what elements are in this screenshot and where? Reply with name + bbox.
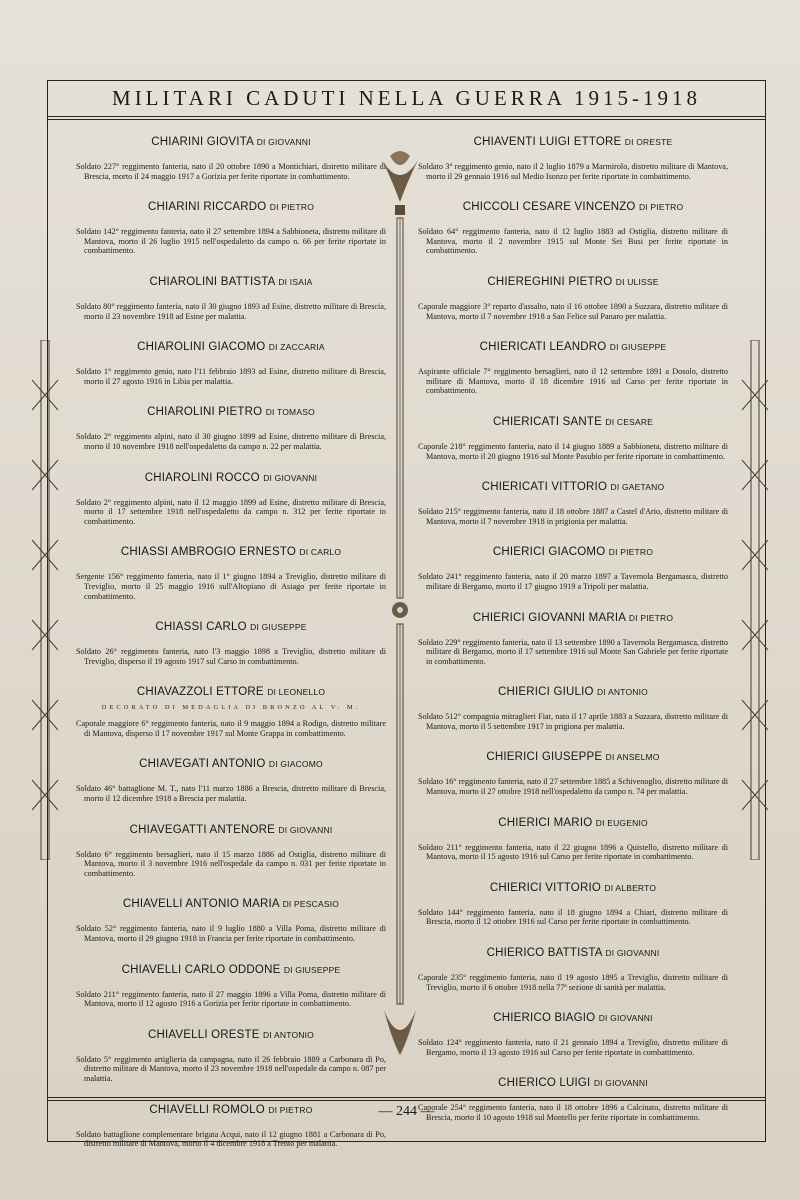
record-entry [418,686,728,731]
record-name [418,341,728,353]
record-entry [76,341,386,386]
record-surname: CHIASSI CARLO [155,621,251,634]
record-name [76,686,386,698]
record-spacer [76,181,386,201]
record-father: DI PIETRO [608,547,654,558]
right-column [418,136,728,1123]
record-text: Soldato 26° reggimento fanteria, nato l'3 maggio 1898 a Treviglio, distretto militare di Treviglio, disperso il 19 agosto 1917 sul Carso in combattimento. [76,647,386,666]
record-text: Soldato 215° reggimento fanteria, nato il 18 ottobre 1887 a Castel d'Ario, distretto militare di Mantova, morto il 7 novembre 1918 in prigionia per malattia. [418,507,728,526]
record-spacer [418,797,728,817]
record-entry [418,1012,728,1057]
record-father: DI ANSELMO [605,752,660,763]
record-spacer [418,1057,728,1077]
record-surname: CHIAVENTI LUIGI ETTORE [473,136,625,148]
record-name [76,758,386,770]
record-name [418,686,728,698]
record-text: Soldato 2° reggimento alpini, nato il 12 maggio 1899 ad Esine, distretto militare di Brescia, morto il 17 settembre 1918 nell'ospedaletto da campo n. 312 per ferite riportate in combattimento. [76,497,386,526]
record-surname: CHIAVELLI ORESTE [148,1028,264,1041]
record-father: DI PIETRO [628,612,674,623]
record-entry [76,758,386,803]
record-surname: CHIERICATI LEANDRO [479,341,610,354]
record-entry [418,882,728,927]
record-surname: CHIERICO LUIGI [498,1077,594,1090]
record-name [76,472,386,484]
record-entry [418,416,728,461]
record-spacer [418,592,728,612]
record-name [76,546,386,558]
page-title: MILITARI CADUTI NELLA GUERRA 1915-1918 [112,86,701,110]
record-spacer [418,992,728,1012]
record-father: DI LEONELLO [267,687,326,698]
header-rule [47,116,766,117]
record-entry [76,824,386,879]
record-entry [418,612,728,667]
record-father: DI ALBERTO [604,882,657,893]
record-surname: CHIAROLINI PIETRO [147,406,266,419]
record-spacer [418,396,728,416]
record-father: DI PIETRO [269,202,315,213]
record-entry [418,751,728,796]
record-father: DI ANTONIO [597,687,648,698]
record-spacer [418,256,728,276]
record-text: Soldato 5° reggimento artiglieria da campagna, nato il 26 febbraio 1889 a Carbonara di Po, distretto militare di Mantova, morto il 23 novembre 1918 nell'ospedale da campo n. 087 per malattia. [76,1054,386,1083]
record-text: Caporale maggiore 6° reggimento fanteria, nato il 9 maggio 1894 a Rodigo, distretto militare di Mantova, disperso il 17 novembre 1917 sul Monte Grappa in combattimento. [76,719,386,738]
record-text: Soldato 229° reggimento fanteria, nato il 13 settembre 1890 a Tavernola Bergamasca, distretto militare di Bergamo, morto il 17 settembre 1916 sul Monte San Gabriele per ferite riportate in combattimento. [418,637,728,666]
record-text: Soldato 227° reggimento fanteria, nato il 20 ottobre 1890 a Montichiari, distretto militare di Brescia, morto il 24 maggio 1917 a Gorizia per ferite riportate in combattimento. [76,162,386,181]
record-text: Caporale 218° reggimento fanteria, nato il 14 giugno 1889 a Sabbioneta, distretto militare di Mantova, morto il 20 giugno 1916 sul Monte Pasubio per ferite riportate in combattimento. [418,441,728,461]
record-text: Soldato 16° reggimento fanteria, nato il 27 settembre 1885 a Schivenoglio, distretto militare di Mantova, morto il 27 ottobre 1918 nell'ospedaletto da campo n. 74 per malattia. [418,777,729,797]
record-surname: CHIEREGHINI PIETRO [487,275,616,288]
left-column [76,136,386,1149]
record-entry [76,1029,386,1084]
record-spacer [76,526,386,546]
record-name [76,824,386,836]
record-father: DI GAETANO [610,482,665,493]
record-entry [76,472,386,527]
record-spacer [418,526,728,546]
record-text: Soldato 80° reggimento fanteria, nato il 30 giugno 1893 ad Esine, distretto militare di Brescia, morto il 23 novembre 1918 ad Esine per malattia. [76,301,386,321]
record-entry [76,201,386,256]
record-spacer [76,452,386,472]
record-name [418,546,728,558]
record-name [418,751,728,763]
record-name [76,341,386,353]
record-text: Soldato battaglione complementare brigata Acqui, nato il 12 giugno 1881 a Carbonara di Po, distretto militare di Mantova, morto il 4 dicembre 1918 a Trento per malattia. [76,1129,386,1149]
record-entry [76,964,386,1009]
record-name [76,136,386,148]
record-father: DI ZACCARIA [268,342,325,353]
record-surname: CHIERICI GIOVANNI MARIA [472,611,629,624]
record-spacer [76,1009,386,1029]
record-name [76,621,386,633]
record-text: Aspirante ufficiale 7° reggimento bersaglieri, nato il 12 settembre 1891 a Dosolo, distretto militare di Mantova, morto il 18 dicembre 1916 sul Carso per ferite riportate in combattimento. [418,367,728,396]
record-entry [76,621,386,666]
record-name [76,406,386,418]
record-spacer [76,804,386,824]
record-decoration: DECORATO DI MEDAGLIA DI BRONZO AL V. M. [101,704,361,712]
record-name [418,612,728,624]
record-text: Soldato 124° reggimento fanteria, nato il 21 gennaio 1894 a Treviglio, distretto militare di Bergamo, morto il 13 agosto 1916 sul Carso per ferite riportate in combattimento. [418,1038,728,1057]
record-entry [76,406,386,451]
record-surname: CHIAVELLI CARLO ODDONE [121,963,284,976]
record-entry [418,546,728,591]
record-name [418,416,728,428]
record-text: Sergente 156° reggimento fanteria, nato il 1° giugno 1894 a Treviglio, distretto militare di Treviglio, morto il 25 maggio 1916 sull'Altopiano di Asiago per ferite riportate in combattimento. [76,572,386,601]
record-surname: CHIERICATI SANTE [492,415,606,428]
record-surname: CHIERICI GIUSEPPE [486,751,606,764]
record-text: Soldato 64° reggimento fanteria, nato il 12 luglio 1883 ad Ostiglia, distretto militare di Mantova, morto il 2 novembre 1915 sul Monte Sei Busi per ferite riportate in combattimento. [418,227,728,256]
record-name [418,1012,728,1024]
record-spacer [418,461,728,481]
fasces-ornament-left-icon [30,340,60,860]
record-spacer [76,1084,386,1104]
record-father: DI GIUSEPPE [250,622,307,633]
record-father: DI EUGENIO [595,817,648,828]
record-text: Soldato 241° reggimento fanteria, nato il 20 marzo 1897 a Tavernola Bergamasca, distretto militare di Bergamo, morto il 17 giugno 1919 a Tripoli per malattia. [418,572,728,591]
record-name [418,276,728,288]
record-entry [76,136,386,181]
record-entry [418,276,728,321]
record-name [418,817,728,829]
record-spacer [76,944,386,964]
record-spacer [418,862,728,882]
record-text: Soldato 46° battaglione M. T., nato l'11 marzo 1886 a Brescia, distretto militare di Brescia, morto il 12 dicembre 1918 a Brescia per malattia. [76,784,386,804]
record-entry [76,546,386,601]
record-surname: CHIERICI MARIO [498,816,596,829]
record-text: Caporale maggiore 3° reparto d'assalto, nato il 16 ottobre 1890 a Suzzara, distretto militare di Mantova, morto il 7 novembre 1918 a San Felice sul Panaro per malattia. [418,301,728,321]
record-surname: CHIAROLINI BATTISTA [149,275,279,288]
record-text: Soldato 2° reggimento alpini, nato il 30 giugno 1899 ad Esine, distretto militare di Brescia, morto il 10 novembre 1918 nell'ospedaletto da campo n. 22 per malattia. [76,432,386,451]
record-text: Soldato 211° reggimento fanteria, nato il 27 maggio 1896 a Villa Poma, distretto militare di Mantova, morto il 12 agosto 1916 a Gorizia per ferite riportate in combattimento. [76,989,386,1009]
record-spacer [418,927,728,947]
record-spacer [418,181,728,201]
record-father: DI GIOVANNI [263,472,318,483]
record-entry [76,898,386,943]
record-surname: CHIAVAZZOLI ETTORE [136,686,268,699]
record-surname: CHIERICI GIACOMO [492,546,609,559]
record-name [418,481,728,493]
record-name [76,964,386,976]
header-rule-thin [47,119,766,120]
record-spacer [76,256,386,276]
record-surname: CHIAROLINI ROCCO [144,471,264,484]
record-father: DI GIOVANNI [605,948,660,959]
record-surname: CHIAVELLI ROMOLO [149,1103,269,1116]
record-father: DI ULISSE [615,276,659,287]
record-father: DI GIOVANNI [598,1013,653,1024]
record-surname: CHIAVEGATI ANTONIO [139,758,269,771]
record-text: Soldato 211° reggimento fanteria, nato il 22 giugno 1896 a Quistello, distretto militare di Mantova, morto il 15 agosto 1916 sul Carso per ferite riportate in combattimento. [418,842,728,862]
record-spacer [76,601,386,621]
record-father: DI CARLO [299,547,342,558]
fasces-ornament-right-icon [740,340,770,860]
record-surname: CHIERICATI VITTORIO [481,481,611,494]
record-name [76,898,386,910]
record-spacer [76,738,386,758]
record-text: Caporale 254° reggimento fanteria, nato il 18 ottobre 1896 a Calcinato, distretto militare di Brescia, morto il 10 agosto 1918 sul Montello per ferite riportate in combattimento. [418,1103,728,1122]
record-surname: CHIAVELLI ANTONIO MARIA [122,898,283,911]
record-father: DI ISAIA [278,276,313,287]
record-father: DI TOMASO [265,407,315,418]
record-father: DI ORESTE [624,137,673,147]
record-surname: CHIARINI GIOVITA [151,136,257,148]
record-spacer [76,878,386,898]
record-text: Soldato 1° reggimento genio, nato l'11 febbraio 1893 ad Esine, distretto militare di Brescia, morto il 27 agosto 1916 in Libia per malattia. [76,367,386,386]
record-text: Soldato 3° reggimento genio, nato il 2 luglio 1879 a Marmirolo, distretto militare di Mantova, morto il 29 gennaio 1916 sul Medio Isonzo per ferite riportate in combattimento. [418,162,728,181]
record-text: Soldato 52° reggimento fanteria, nato il 9 luglio 1880 a Villa Poma, distretto militare di Mantova, morto il 29 giugno 1918 in Francia per ferite riportate in combattimento. [76,924,386,944]
record-spacer [418,666,728,686]
record-surname: CHIAVEGATTI ANTENORE [129,823,279,836]
record-entry [418,947,728,992]
record-father: DI PIETRO [268,1104,313,1115]
record-father: DI GIACOMO [268,759,323,770]
record-name [418,136,728,148]
record-text: Soldato 142° reggimento fanteria, nato il 27 settembre 1894 a Sabbioneta, distretto militare di Mantova, morto il 26 luglio 1915 nell'ospedaletto da campo n. 66 per ferite riportate in combattimento. [76,227,386,256]
record-father: DI GIOVANNI [278,824,333,835]
record-father: DI ANTONIO [263,1029,314,1040]
record-surname: CHIERICO BATTISTA [486,947,606,960]
record-spacer [76,666,386,686]
record-surname: CHIERICO BIAGIO [493,1012,599,1025]
record-spacer [418,321,728,341]
record-surname: CHICCOLI CESARE VINCENZO [462,201,639,214]
record-surname: CHIERICI VITTORIO [489,881,605,894]
record-name [76,276,386,288]
record-surname: CHIASSI AMBROGIO ERNESTO [120,546,300,559]
record-entry [418,817,728,862]
record-surname: CHIERICI GIULIO [497,686,598,699]
record-entry [418,136,728,181]
record-text: Soldato 512° compagnia mitraglieri Fiat, nato il 17 aprile 1883 a Suzzara, distretto militare di Mantova, morto il 5 settembre 1917 in prigiona per malattia. [418,712,728,731]
record-father: DI GIUSEPPE [609,342,667,353]
page-number: — 244 — [378,1104,435,1119]
record-spacer [418,731,728,751]
record-surname: CHIAROLINI GIACOMO [137,341,269,354]
record-father: DI GIOVANNI [593,1078,648,1089]
record-text: Caporale 235° reggimento fanteria, nato il 19 agosto 1895 a Treviglio, distretto militare di Treviglio, morto il 6 ottobre 1918 nella 77ª sezione di sanità per malattia. [418,973,728,992]
record-name [418,947,728,959]
record-father: DI GIUSEPPE [283,964,341,975]
record-entry [418,481,728,526]
record-surname: CHIARINI RICCARDO [147,201,270,214]
record-name [418,1077,728,1089]
record-text: Soldato 6° reggimento bersaglieri, nato il 15 marzo 1886 ad Ostiglia, distretto militare di Mantova, morto il 3 novembre 1916 nell'ospedale da campo n. 031 per ferite riportate in combattimento. [76,849,386,878]
record-name [418,201,728,213]
record-text: Soldato 144° reggimento fanteria, nato il 18 giugno 1894 a Chiari, distretto militare di Brescia, morto il 12 ottobre 1916 sul Carso per ferite riportate in combattimento. [418,907,728,927]
record-spacer [76,321,386,341]
record-entry [76,276,386,321]
record-father: DI GIOVANNI [256,137,311,147]
record-entry [418,341,728,396]
record-spacer [76,386,386,406]
record-name [76,1029,386,1041]
record-father: DI PESCASIO [282,899,340,910]
record-father: DI PIETRO [638,202,684,213]
record-entry [418,201,728,256]
record-name [76,201,386,213]
record-father: DI CESARE [605,416,654,427]
record-entry [76,686,386,738]
record-name [418,882,728,894]
